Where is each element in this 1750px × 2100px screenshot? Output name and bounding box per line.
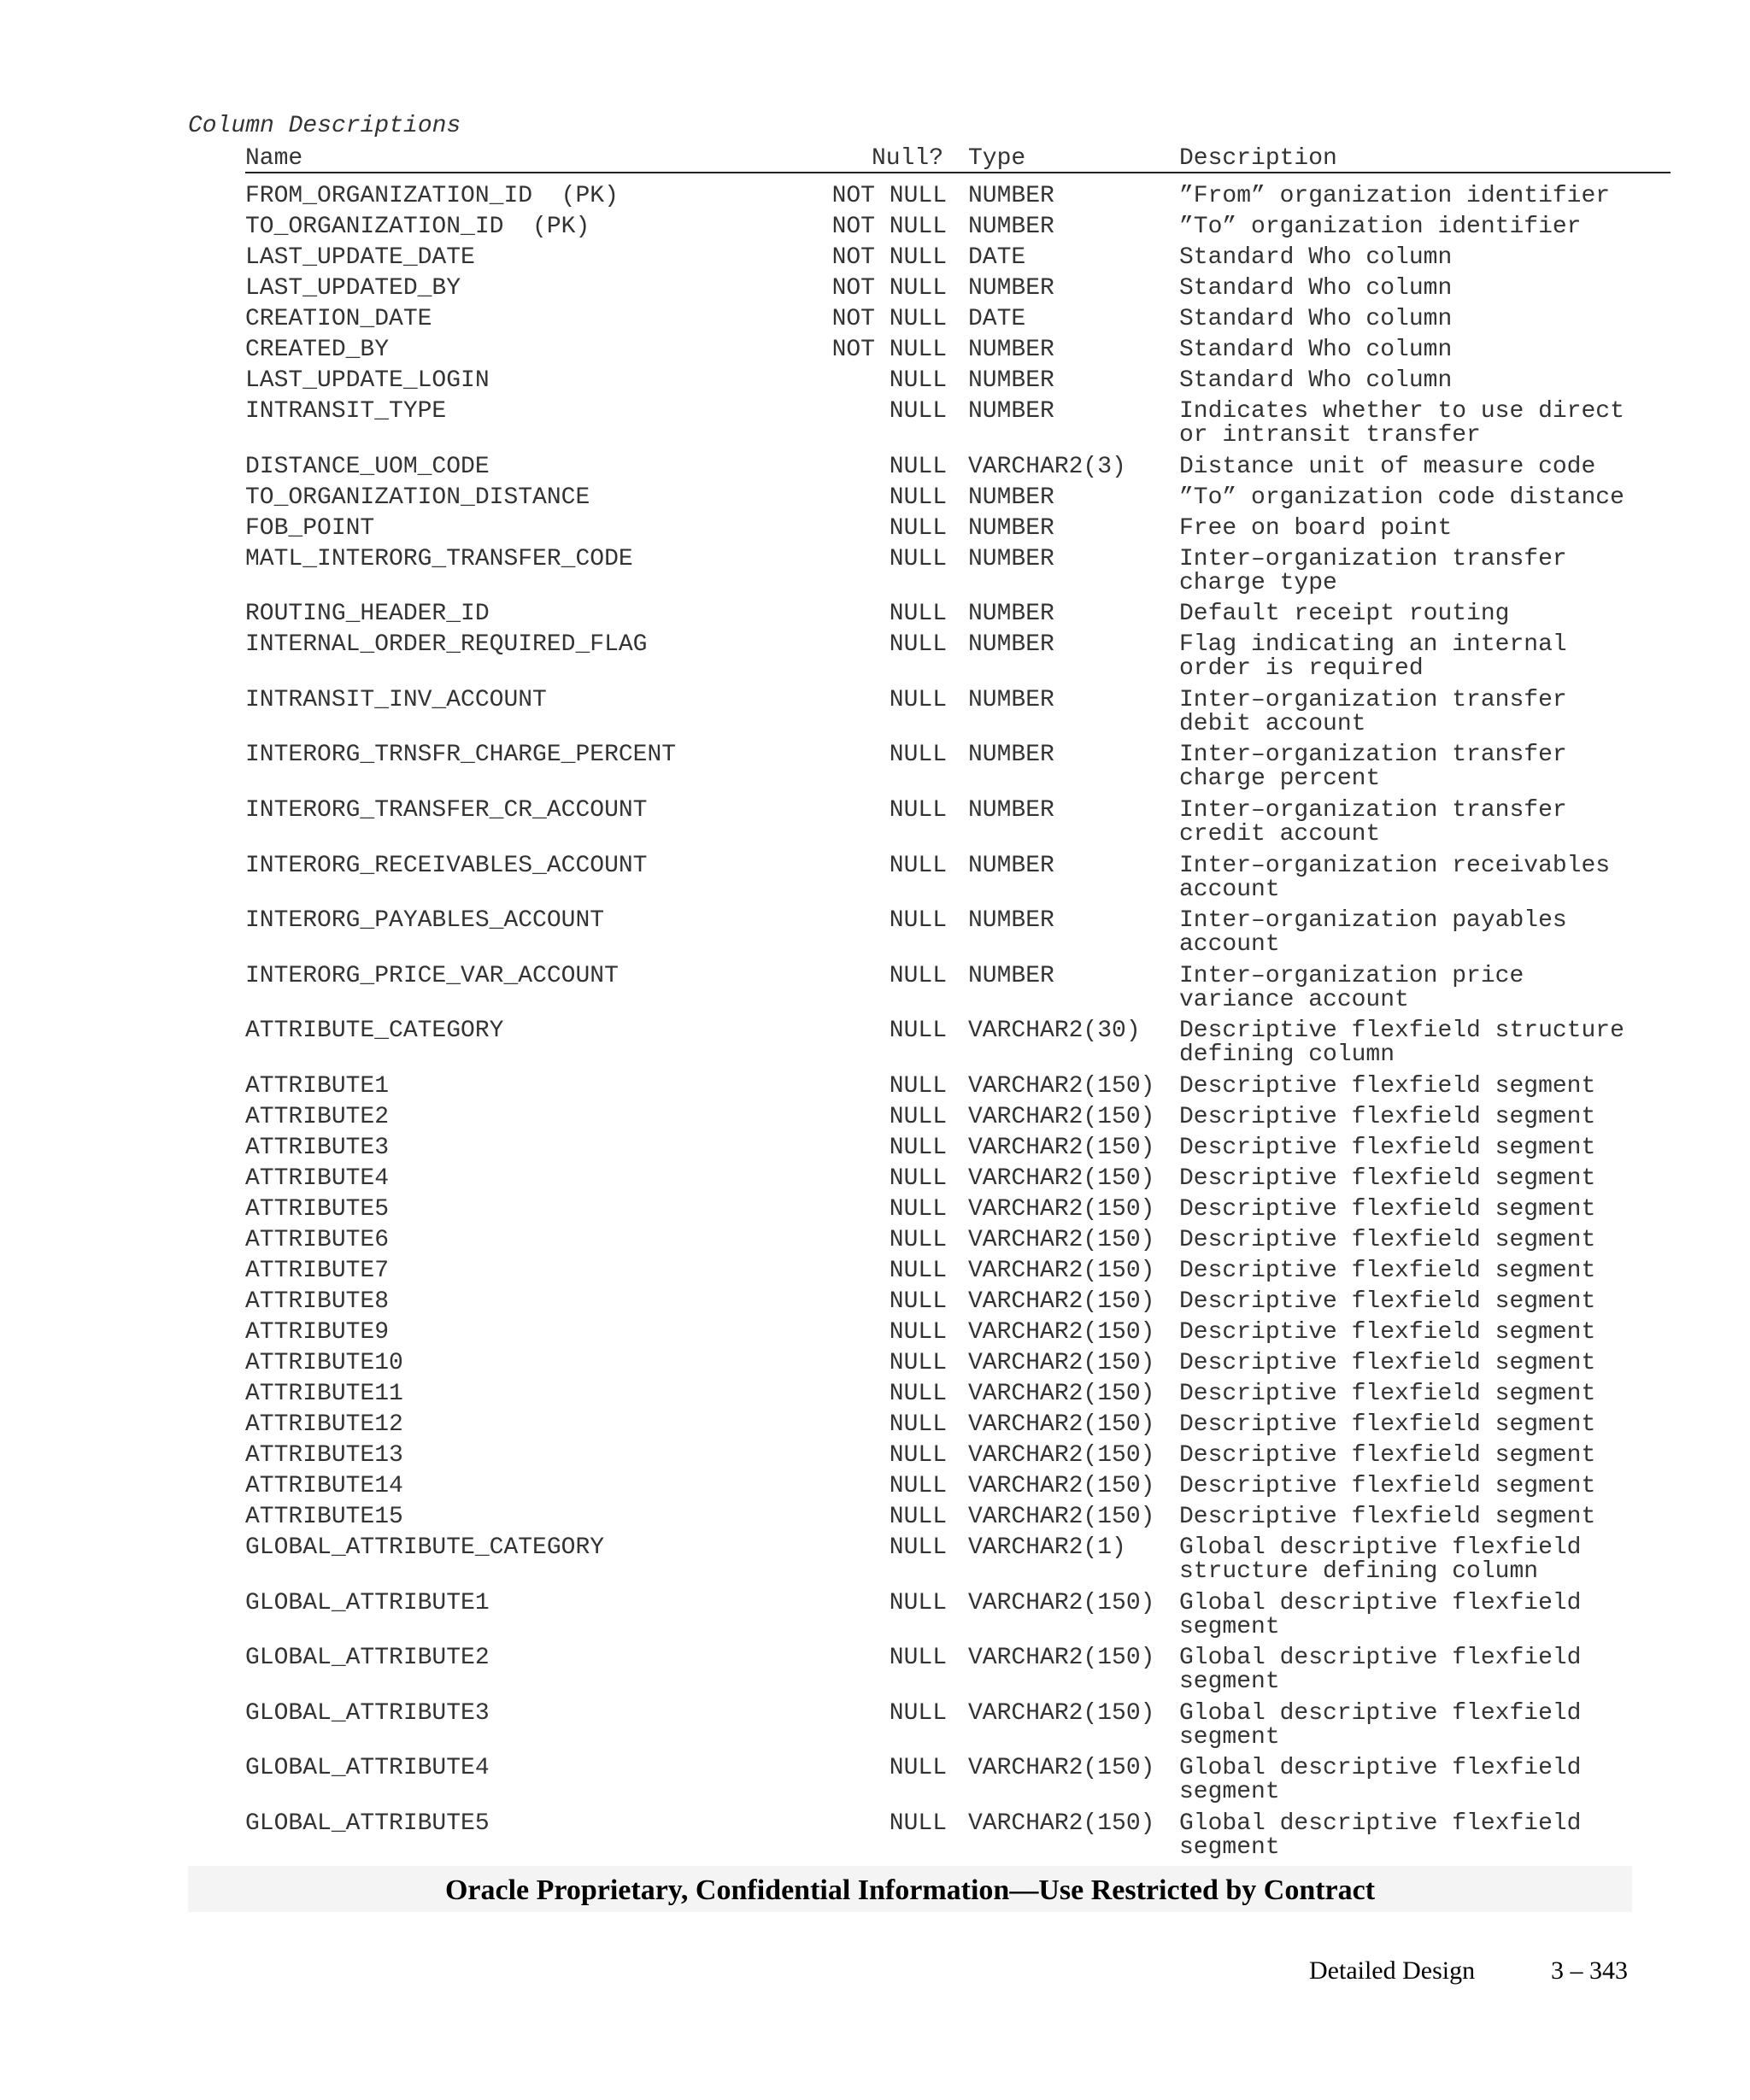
column-name: INTERORG_TRNSFR_CHARGE_PERCENT xyxy=(245,742,677,769)
column-type: NUMBER xyxy=(968,545,1054,572)
column-description: Descriptive flexfield segment xyxy=(1179,1504,1596,1530)
header-null: Null? xyxy=(872,145,944,172)
column-type: VARCHAR2(150) xyxy=(968,1411,1155,1438)
column-description: Inter–organization transfer credit account xyxy=(1179,797,1567,848)
column-name: INTRANSIT_INV_ACCOUNT xyxy=(245,686,547,713)
column-name: ATTRIBUTE15 xyxy=(245,1504,403,1530)
column-description: Descriptive flexfield segment xyxy=(1179,1319,1596,1346)
column-type: VARCHAR2(150) xyxy=(968,1473,1155,1499)
column-description: Descriptive flexfield segment xyxy=(1179,1442,1596,1469)
column-null: NULL xyxy=(889,1319,947,1346)
column-null: NULL xyxy=(889,1165,947,1192)
column-type: NUMBER xyxy=(968,631,1054,659)
column-null: NULL xyxy=(889,1258,947,1284)
header-description: Description xyxy=(1179,145,1337,172)
column-description: Descriptive flexfield segment xyxy=(1179,1135,1596,1161)
column-type: NUMBER xyxy=(968,398,1054,425)
section-title: Column Descriptions xyxy=(188,113,461,139)
column-name: LAST_UPDATED_BY xyxy=(245,275,461,302)
column-description: Standard Who column xyxy=(1179,337,1453,363)
column-name: ATTRIBUTE3 xyxy=(245,1135,390,1161)
column-name: GLOBAL_ATTRIBUTE_CATEGORY xyxy=(245,1534,605,1561)
column-type: VARCHAR2(150) xyxy=(968,1258,1155,1284)
column-name: ATTRIBUTE7 xyxy=(245,1258,390,1284)
column-description: Standard Who column xyxy=(1179,244,1453,271)
column-description: Descriptive flexfield segment xyxy=(1179,1381,1596,1407)
column-name: MATL_INTERORG_TRANSFER_CODE xyxy=(245,545,633,572)
column-null: NULL xyxy=(889,907,947,935)
column-type: NUMBER xyxy=(968,367,1054,394)
column-null: NULL xyxy=(889,545,947,572)
column-null: NOT NULL xyxy=(831,275,947,302)
column-description: Descriptive flexfield segment xyxy=(1179,1196,1596,1223)
column-null: NULL xyxy=(889,484,947,511)
column-null: NOT NULL xyxy=(831,244,947,271)
section-name: Detailed Design xyxy=(1309,1956,1476,1985)
column-type: VARCHAR2(150) xyxy=(968,1350,1155,1376)
column-description: Inter–organization transfer charge type xyxy=(1179,545,1567,596)
column-name: ROUTING_HEADER_ID xyxy=(245,601,490,628)
column-description: Inter–organization transfer debit account xyxy=(1179,686,1567,737)
column-null: NULL xyxy=(889,1104,947,1130)
column-description: ”From” organization identifier xyxy=(1179,183,1611,209)
column-name: FOB_POINT xyxy=(245,514,375,542)
header-rule xyxy=(245,172,1671,173)
column-name: INTERORG_TRANSFER_CR_ACCOUNT xyxy=(245,797,648,824)
column-name: ATTRIBUTE11 xyxy=(245,1381,403,1407)
column-name: INTERORG_PAYABLES_ACCOUNT xyxy=(245,907,605,935)
column-null: NOT NULL xyxy=(831,183,947,209)
column-name: ATTRIBUTE5 xyxy=(245,1196,390,1223)
column-name: ATTRIBUTE14 xyxy=(245,1473,403,1499)
column-description: Global descriptive flexfield segment xyxy=(1179,1755,1582,1806)
column-type: NUMBER xyxy=(968,907,1054,935)
column-null: NULL xyxy=(889,1442,947,1469)
column-type: NUMBER xyxy=(968,514,1054,542)
column-name: FROM_ORGANIZATION_ID (PK) xyxy=(245,183,619,209)
column-description: Inter–organization receivables account xyxy=(1179,852,1611,903)
column-description: Descriptive flexfield structure defining column xyxy=(1179,1018,1624,1069)
column-name: GLOBAL_ATTRIBUTE5 xyxy=(245,1810,490,1837)
column-null: NULL xyxy=(889,686,947,713)
column-null: NULL xyxy=(889,962,947,989)
column-null: NULL xyxy=(889,1473,947,1499)
column-name: INTERORG_PRICE_VAR_ACCOUNT xyxy=(245,962,619,989)
column-name: ATTRIBUTE_CATEGORY xyxy=(245,1018,504,1045)
column-type: VARCHAR2(150) xyxy=(968,1755,1155,1782)
column-type: VARCHAR2(150) xyxy=(968,1073,1155,1100)
column-type: VARCHAR2(150) xyxy=(968,1104,1155,1130)
column-description: Global descriptive flexfield segment xyxy=(1179,1699,1582,1751)
column-null: NULL xyxy=(889,631,947,659)
confidential-text: Oracle Proprietary, Confidential Information––Use Restricted by Contract xyxy=(444,1874,1376,1906)
column-type: VARCHAR2(150) xyxy=(968,1589,1155,1616)
column-type: VARCHAR2(150) xyxy=(968,1645,1155,1672)
column-description: Inter–organization payables account xyxy=(1179,907,1567,959)
column-type: VARCHAR2(150) xyxy=(968,1319,1155,1346)
column-type: DATE xyxy=(968,244,1026,271)
column-type: NUMBER xyxy=(968,742,1054,769)
column-description: Descriptive flexfield segment xyxy=(1179,1411,1596,1438)
column-description: Inter–organization transfer charge percent xyxy=(1179,742,1567,793)
column-description: Standard Who column xyxy=(1179,306,1453,332)
column-name: ATTRIBUTE9 xyxy=(245,1319,390,1346)
header-name: Name xyxy=(245,145,303,172)
column-type: NUMBER xyxy=(968,183,1054,209)
column-null: NULL xyxy=(889,742,947,769)
column-name: LAST_UPDATE_LOGIN xyxy=(245,367,490,394)
column-type: VARCHAR2(150) xyxy=(968,1810,1155,1837)
column-description: ”To” organization identifier xyxy=(1179,214,1582,240)
column-null: NULL xyxy=(889,852,947,879)
column-type: NUMBER xyxy=(968,337,1054,363)
column-name: DISTANCE_UOM_CODE xyxy=(245,453,490,480)
column-name: GLOBAL_ATTRIBUTE2 xyxy=(245,1645,490,1672)
column-type: VARCHAR2(150) xyxy=(968,1227,1155,1253)
page-number: 3 – 343 xyxy=(1551,1956,1628,1985)
column-null: NULL xyxy=(889,1135,947,1161)
column-null: NULL xyxy=(889,1381,947,1407)
column-null: NULL xyxy=(889,1073,947,1100)
column-name: INTERORG_RECEIVABLES_ACCOUNT xyxy=(245,852,648,879)
column-null: NULL xyxy=(889,1350,947,1376)
column-null: NULL xyxy=(889,1227,947,1253)
column-null: NULL xyxy=(889,398,947,425)
column-description: Descriptive flexfield segment xyxy=(1179,1288,1596,1315)
column-description: Global descriptive flexfield segment xyxy=(1179,1645,1582,1696)
column-null: NULL xyxy=(889,797,947,824)
column-null: NOT NULL xyxy=(831,337,947,363)
column-description: Standard Who column xyxy=(1179,367,1453,394)
column-type: NUMBER xyxy=(968,214,1054,240)
column-type: VARCHAR2(150) xyxy=(968,1442,1155,1469)
header-type: Type xyxy=(968,145,1026,172)
column-name: TO_ORGANIZATION_DISTANCE xyxy=(245,484,590,511)
column-type: NUMBER xyxy=(968,852,1054,879)
column-type: VARCHAR2(150) xyxy=(968,1196,1155,1223)
column-name: INTERNAL_ORDER_REQUIRED_FLAG xyxy=(245,631,648,659)
column-description: ”To” organization code distance xyxy=(1179,484,1624,511)
column-type: VARCHAR2(150) xyxy=(968,1699,1155,1727)
column-null: NULL xyxy=(889,1288,947,1315)
column-description: Descriptive flexfield segment xyxy=(1179,1227,1596,1253)
column-null: NULL xyxy=(889,1755,947,1782)
column-name: LAST_UPDATE_DATE xyxy=(245,244,475,271)
column-description: Descriptive flexfield segment xyxy=(1179,1258,1596,1284)
column-type: VARCHAR2(150) xyxy=(968,1381,1155,1407)
column-description: Global descriptive flexfield segment xyxy=(1179,1589,1582,1640)
column-null: NOT NULL xyxy=(831,214,947,240)
column-description: Flag indicating an internal order is required xyxy=(1179,631,1567,683)
column-name: ATTRIBUTE13 xyxy=(245,1442,403,1469)
column-name: GLOBAL_ATTRIBUTE4 xyxy=(245,1755,490,1782)
column-null: NULL xyxy=(889,1589,947,1616)
column-description: Inter–organization price variance account xyxy=(1179,962,1524,1013)
column-null: NULL xyxy=(889,453,947,480)
column-null: NULL xyxy=(889,1810,947,1837)
column-description: Distance unit of measure code xyxy=(1179,453,1596,480)
column-description: Indicates whether to use direct or intransit transfer xyxy=(1179,398,1624,449)
column-null: NULL xyxy=(889,1699,947,1727)
column-name: ATTRIBUTE2 xyxy=(245,1104,390,1130)
column-name: ATTRIBUTE12 xyxy=(245,1411,403,1438)
column-type: VARCHAR2(150) xyxy=(968,1165,1155,1192)
column-name: ATTRIBUTE10 xyxy=(245,1350,403,1376)
column-type: NUMBER xyxy=(968,484,1054,511)
column-name: INTRANSIT_TYPE xyxy=(245,398,447,425)
column-null: NULL xyxy=(889,1504,947,1530)
column-null: NULL xyxy=(889,1018,947,1045)
column-description: Global descriptive flexfield structure defining column xyxy=(1179,1534,1582,1585)
column-null: NOT NULL xyxy=(831,306,947,332)
column-null: NULL xyxy=(889,1411,947,1438)
column-name: ATTRIBUTE6 xyxy=(245,1227,390,1253)
column-type: NUMBER xyxy=(968,601,1054,628)
column-name: GLOBAL_ATTRIBUTE3 xyxy=(245,1699,490,1727)
column-type: VARCHAR2(30) xyxy=(968,1018,1141,1045)
column-type: NUMBER xyxy=(968,962,1054,989)
column-name: ATTRIBUTE1 xyxy=(245,1073,390,1100)
column-type: VARCHAR2(150) xyxy=(968,1288,1155,1315)
column-null: NULL xyxy=(889,1534,947,1561)
column-null: NULL xyxy=(889,1645,947,1672)
confidential-banner xyxy=(188,1866,1632,1912)
column-null: NULL xyxy=(889,367,947,394)
column-type: VARCHAR2(1) xyxy=(968,1534,1126,1561)
column-description: Default receipt routing xyxy=(1179,601,1510,628)
column-description: Descriptive flexfield segment xyxy=(1179,1073,1596,1100)
column-type: VARCHAR2(150) xyxy=(968,1135,1155,1161)
column-name: TO_ORGANIZATION_ID (PK) xyxy=(245,214,590,240)
column-name: ATTRIBUTE4 xyxy=(245,1165,390,1192)
column-description: Descriptive flexfield segment xyxy=(1179,1165,1596,1192)
column-type: NUMBER xyxy=(968,797,1054,824)
column-name: CREATION_DATE xyxy=(245,306,432,332)
column-description: Global descriptive flexfield segment xyxy=(1179,1810,1582,1861)
column-null: NULL xyxy=(889,514,947,542)
column-name: ATTRIBUTE8 xyxy=(245,1288,390,1315)
column-null: NULL xyxy=(889,601,947,628)
column-type: NUMBER xyxy=(968,275,1054,302)
column-description: Standard Who column xyxy=(1179,275,1453,302)
column-type: NUMBER xyxy=(968,686,1054,713)
column-description: Free on board point xyxy=(1179,514,1453,542)
column-type: DATE xyxy=(968,306,1026,332)
column-description: Descriptive flexfield segment xyxy=(1179,1350,1596,1376)
column-type: VARCHAR2(150) xyxy=(968,1504,1155,1530)
column-null: NULL xyxy=(889,1196,947,1223)
column-description: Descriptive flexfield segment xyxy=(1179,1104,1596,1130)
column-type: VARCHAR2(3) xyxy=(968,453,1126,480)
column-description: Descriptive flexfield segment xyxy=(1179,1473,1596,1499)
column-name: GLOBAL_ATTRIBUTE1 xyxy=(245,1589,490,1616)
table-header xyxy=(0,145,1750,174)
column-name: CREATED_BY xyxy=(245,337,390,363)
